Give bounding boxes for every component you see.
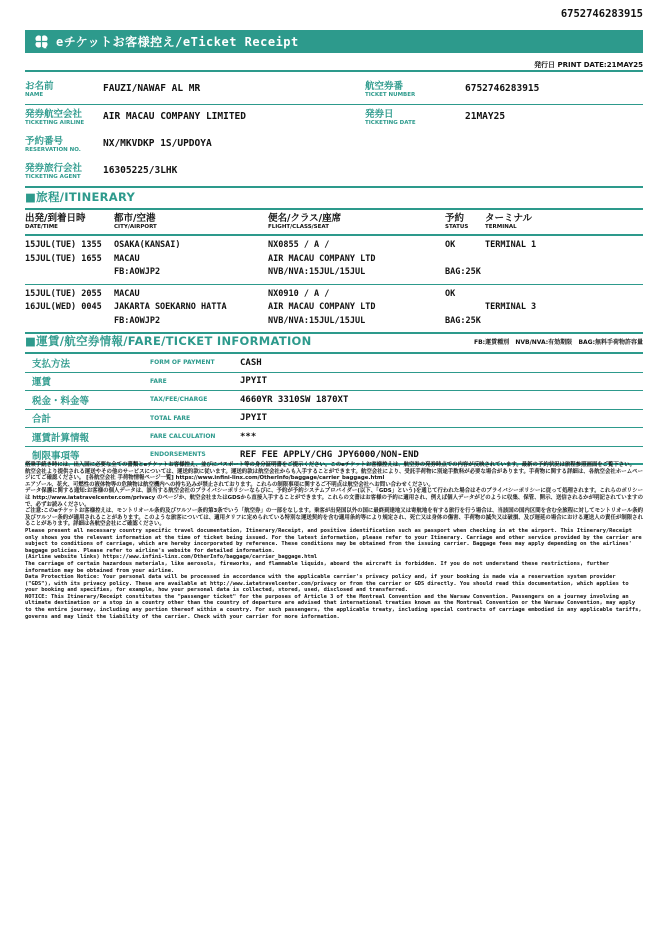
field-label-en: TICKETING AGENT bbox=[25, 174, 81, 180]
field-label-jp: 発券航空会社 bbox=[25, 109, 83, 120]
fare-label-en: FARE CALCULATION bbox=[150, 433, 216, 441]
column-header-jp: 予約 bbox=[445, 213, 465, 224]
passenger-row bbox=[25, 105, 643, 132]
field-label bbox=[365, 81, 465, 99]
column-header-en: TERMINAL bbox=[485, 224, 517, 230]
segment-line bbox=[25, 301, 643, 315]
ticketing-agent-value: 16305225/3LHK bbox=[103, 165, 178, 176]
fine-print-paragraph: データ保護に関する通知:お客様の個人データは、該当する航空会社のプライバシーポリシーならびに、予約が予約システムプロバイダー(以下、「GDS」という)を通じて行われた場合はそのプライバシーポリシーに従って処理されます。これらのポリシーは http://www.iatatravelcenter.com/privacy のページか、航空会社またはGDSから直接入手することができます。これらの文書はお客様の予約に適用され、例えば個人データがどのように収集、保管、開示、送信されるかが明記されていますので、必ずお読みください。 bbox=[25, 488, 643, 508]
fine-print-paragraph: The carriage of certain hazardous materials, like aerosols, fireworks, and flammable liquids, aboard the aircraft is forbidden. If you do not understand these restrictions, further information may be obtained from your airline. bbox=[25, 560, 610, 574]
segment-line bbox=[25, 253, 643, 267]
fare-label-jp: 制限事項等 bbox=[32, 450, 80, 462]
ticketing-airline-value: AIR MACAU COMPANY LIMITED bbox=[103, 111, 246, 122]
column-header bbox=[25, 213, 114, 231]
fare-title: ■運賃/航空券情報/FARE/TICKET INFORMATION bbox=[25, 334, 312, 348]
baggage-allowance: BAG:25K bbox=[445, 315, 481, 326]
fare-label-jp: 合計 bbox=[32, 414, 52, 426]
field-label-en: TICKETING DATE bbox=[365, 120, 416, 126]
fine-print-paragraph: 航空会社より提供される運送やその他のサービスについては、運送約款に従います。運送約款は航空会社からも入手することができます。航空会社により、受託手荷物に別途手数料が必要な場合があります。手荷物に関する詳細は、各航空会社ホームページにてご確認ください。 [各航空会社 手荷物情報ページ一覧] https://www.infini-linx.com/OtherInfo/baggage/carrier_baggage.html bbox=[25, 468, 643, 482]
empty-cell bbox=[485, 315, 643, 329]
empty-cell bbox=[25, 315, 114, 329]
flight-class-seat: NX0855 / A / bbox=[268, 240, 330, 250]
field-label-jp: 発券日 bbox=[365, 109, 394, 120]
validity: NVB/NVA:15JUL/15JUL bbox=[268, 315, 366, 326]
column-header bbox=[445, 213, 485, 231]
field-label bbox=[25, 109, 103, 127]
fare-basis: FB:AOWJP2 bbox=[114, 267, 161, 277]
fare-label-jp: 支払方法 bbox=[32, 358, 71, 370]
field-label bbox=[25, 81, 103, 99]
baggage-allowance: BAG:25K bbox=[445, 267, 481, 277]
fare-basis: FB:AOWJP2 bbox=[114, 315, 161, 326]
passenger-row bbox=[25, 77, 643, 105]
status-cell bbox=[445, 253, 485, 267]
endorsements-value: REF FEE APPLY/CHG JPY6000/NON-END bbox=[240, 449, 419, 460]
total-fare-value: JPYIT bbox=[240, 413, 268, 424]
itinerary-footnote: FB:運賃種別 NVB/NVA:有効期限 BAG:無料手荷物許容量 bbox=[474, 339, 643, 346]
fare-row bbox=[25, 373, 643, 392]
terminal bbox=[485, 253, 643, 267]
departure-datetime: 15JUL(TUE) 1355 bbox=[25, 240, 102, 250]
itinerary-header-row bbox=[25, 210, 643, 234]
empty-cell bbox=[25, 266, 114, 280]
fine-print-paragraph: ご注意:このeチケットお客様控えは、モントリオール条約及びワルソー条約第3条でいう「航空券」の一部をなします。乗客が出発国以外の国に最終到達地又は寄航地を有する旅行を行う場合は、当該国の国内区間を含む全旅程に対してモントリオール条約及びワルソー条約が適用されることがあります。このような旅客については、適用タリフに定められている特別な運送契約を含む適用条約等により規定され、死亡又は身体の傷害、手荷物の滅失又は破損、及び遅延の場合における運送人の責任が制限されることがあります。詳細は各航空会社にご確認ください。 bbox=[25, 508, 643, 528]
column-header-en: STATUS bbox=[445, 224, 469, 230]
column-header-en: FLIGHT/CLASS/SEAT bbox=[268, 224, 329, 230]
fare-row bbox=[25, 428, 643, 447]
flight-class-seat: NX0910 / A / bbox=[268, 288, 330, 299]
fine-print-paragraph: NOTICE: This Itinerary/Receipt constitutes the "passenger ticket" for the purposes of Article 3 of the Montreal Convention and the Warsaw Convention. Passengers on a journey involving an ultimate destination or a stop in a country other than the country of departure are advised that international treaties known as the Montreal Convention or the Warsaw Convention, may apply to the entire journey, including any portion thereof within a country. For such passengers, the applicable treaty, including special contracts of carriage embodied in any applicable tariffs, governs and may limit the liability of the carrier. Check with your carrier for more information. bbox=[25, 593, 642, 620]
field-label-en: RESERVATION NO. bbox=[25, 147, 81, 153]
departure-city: MACAU bbox=[114, 288, 140, 299]
column-header-jp: 都市/空港 bbox=[114, 213, 156, 224]
segment-line bbox=[25, 315, 643, 329]
fine-print-paragraph: エアゾール、花火、可燃性の液体物等の危険物は航空機内への持ち込みが禁止されております。これらの制限事項に関するご不明点は航空会社へお問い合わせください。 bbox=[25, 481, 434, 488]
divider bbox=[25, 70, 643, 72]
fare-label-en: TAX/FEE/CHARGE bbox=[150, 396, 208, 404]
arrival-city: JAKARTA SOEKARNO HATTA bbox=[114, 302, 227, 312]
operating-carrier: AIR MACAU COMPANY LTD bbox=[268, 302, 376, 312]
flight-segment-1 bbox=[25, 236, 643, 284]
arrival-city: MACAU bbox=[114, 253, 140, 264]
arrival-datetime: 16JUL(WED) 0045 bbox=[25, 302, 102, 312]
fine-print-paragraph: (Airline website links) https://www.infini-linx.com/OtherInfo/baggage/carrier_baggage.html bbox=[25, 554, 318, 561]
status-cell bbox=[445, 301, 485, 315]
fare-label-en: FARE bbox=[150, 377, 167, 385]
validity: NVB/NVA:15JUL/15JUL bbox=[268, 267, 366, 277]
passenger-row bbox=[25, 159, 643, 186]
segment-line bbox=[25, 266, 643, 280]
tax-fee-charge-value: 4660YR 3310SW 1870XT bbox=[240, 394, 349, 405]
fare-calculation-value: *** bbox=[240, 431, 257, 442]
column-header bbox=[485, 213, 643, 231]
passenger-section bbox=[25, 77, 643, 188]
column-header-en: DATE/TIME bbox=[25, 224, 58, 230]
passenger-name-value: FAUZI/NAWAF AL MR bbox=[103, 83, 201, 94]
fine-print-paragraph: Please present all necessary country specific travel documentation, Itinerary/Receipt, and positive identification such as passport when checking in at the airport. This Itinerary/Receipt only shows you the relevant information at the time of ticket being issued. For the latest information, please refer to your Itinerary. Carriage and other service provided by the carrier are subject to conditions of carriage, which are hereby incorporated by reference. These conditions may be obtained from the issuing carrier. Baggage fees may apply depending on the airlines' baggage policies. Please refer to airline's website for detailed information. bbox=[25, 527, 642, 554]
document-number: 6752746283915 bbox=[560, 8, 643, 20]
form-of-payment-value: CASH bbox=[240, 357, 262, 368]
field-label-en: TICKETING AIRLINE bbox=[25, 120, 85, 126]
field-label-jp: 予約番号 bbox=[25, 136, 64, 147]
segment-line bbox=[25, 288, 643, 302]
field-label-en: NAME bbox=[25, 92, 44, 98]
itinerary-title: ■旅程/ITINERARY bbox=[25, 190, 136, 204]
column-header bbox=[268, 213, 445, 231]
passenger-row bbox=[25, 132, 643, 159]
reservation-number-value: NX/MKVDKP 1S/UPDOYA bbox=[103, 138, 212, 149]
column-header-jp: 出発/到着日時 bbox=[25, 213, 86, 224]
terminal: TERMINAL 3 bbox=[485, 302, 537, 312]
fare-row bbox=[25, 410, 643, 429]
empty-cell bbox=[485, 266, 643, 280]
fare-row bbox=[25, 391, 643, 410]
field-label bbox=[365, 109, 465, 127]
fare-label-jp: 運賃計算情報 bbox=[32, 432, 90, 444]
fare-label-en: ENDORSEMENTS bbox=[150, 451, 206, 459]
fare-value: JPYIT bbox=[240, 376, 268, 387]
terminal: TERMINAL 1 bbox=[485, 240, 537, 250]
fare-label-jp: 税金・料金等 bbox=[32, 395, 90, 407]
fine-print-paragraph: 搭乗手続き時には、出入国に必要な全ての書類とeチケットお客様控え、並びにパスポート等の身分証明書をご提示ください。このeチケットお客様控えは、航空券の発券時点での内容が反映されています。最新の予約状況は旅程参照画面をご覧下さい。 bbox=[25, 462, 635, 468]
field-label-jp: 発券旅行会社 bbox=[25, 163, 83, 174]
column-header bbox=[114, 213, 268, 231]
ticketing-date-value: 21MAY25 bbox=[465, 111, 506, 122]
fare-row bbox=[25, 354, 643, 373]
field-label-jp: 航空券番 bbox=[365, 81, 404, 92]
departure-datetime: 15JUL(TUE) 2055 bbox=[25, 288, 102, 299]
fine-print-section bbox=[25, 462, 643, 620]
fare-label-en: FORM OF PAYMENT bbox=[150, 359, 215, 367]
fare-label-jp: 運賃 bbox=[32, 377, 52, 389]
operating-carrier: AIR MACAU COMPANY LTD bbox=[268, 253, 376, 264]
page-title: eチケットお客様控え/eTicket Receipt bbox=[56, 35, 299, 49]
clover-icon bbox=[34, 34, 49, 49]
itinerary-section bbox=[25, 189, 643, 346]
flight-segment-2 bbox=[25, 285, 643, 333]
booking-status: OK bbox=[445, 288, 456, 299]
header-bar bbox=[25, 30, 643, 53]
departure-city: OSAKA(KANSAI) bbox=[114, 240, 181, 250]
segment-line bbox=[25, 239, 643, 253]
field-label-jp: お名前 bbox=[25, 81, 54, 92]
field-label-en: TICKET NUMBER bbox=[365, 92, 416, 98]
terminal bbox=[485, 288, 643, 302]
print-date: 発行日 PRINT DATE:21MAY25 bbox=[534, 61, 643, 69]
arrival-datetime: 15JUL(TUE) 1655 bbox=[25, 253, 102, 264]
field-label bbox=[25, 136, 103, 154]
fare-section bbox=[25, 333, 643, 465]
column-header-jp: ターミナル bbox=[485, 213, 533, 224]
field-label bbox=[25, 163, 103, 181]
column-header-en: CITY/AIRPORT bbox=[114, 224, 157, 230]
fine-print-paragraph: Data Protection Notice: Your personal data will be processed in accordance with the applicable carrier's privacy policy and, if your booking is made via a reservation system provider ("GDS"), with its privacy policy. These are available at http://www.iatatravelcenter.com/privacy or from the carrier or GDS directly. You should read this documentation, which applies to your booking and specifies, for example, how your personal data is collected, stored, used, disclosed and transferred. bbox=[25, 574, 629, 594]
ticket-number-value: 6752746283915 bbox=[465, 83, 540, 94]
booking-status: OK bbox=[445, 240, 456, 250]
fare-label-en: TOTAL FARE bbox=[150, 414, 191, 422]
column-header-jp: 便名/クラス/座席 bbox=[268, 213, 342, 224]
